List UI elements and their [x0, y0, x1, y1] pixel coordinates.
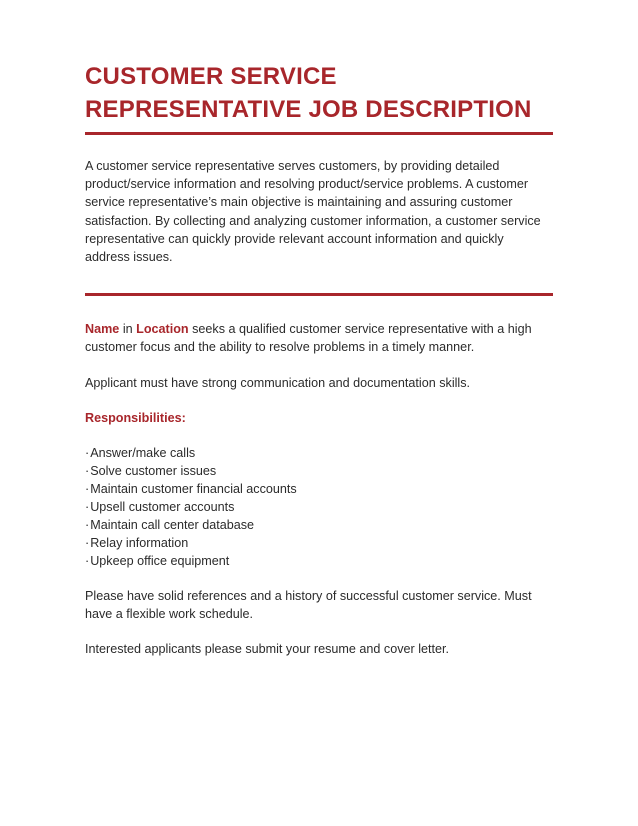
title-line-2: REPRESENTATIVE JOB DESCRIPTION	[85, 96, 532, 123]
location-placeholder: Location	[136, 322, 189, 337]
posting-text: seeks a qualified customer service representative with a high customer focus and the ability to resolve problems in a timely manner.	[85, 322, 532, 355]
title-divider	[85, 132, 553, 135]
list-item: ·Relay information	[85, 536, 189, 551]
section-divider	[85, 293, 553, 296]
responsibilities-list	[85, 444, 547, 570]
list-item: ·Maintain customer financial accounts	[85, 482, 297, 497]
bullet: ·	[85, 536, 90, 551]
job-posting	[85, 320, 547, 658]
title-line-1: CUSTOMER SERVICE	[85, 63, 337, 90]
page-title	[85, 60, 555, 126]
list-item: ·Upsell customer accounts	[85, 500, 235, 515]
list-item: ·Solve customer issues	[85, 464, 217, 479]
bullet: ·	[85, 518, 90, 533]
bullet: ·	[85, 464, 90, 479]
list-item: ·Maintain call center database	[85, 518, 255, 533]
skills-paragraph: Applicant must have strong communication and documentation skills.	[85, 375, 471, 390]
closing-paragraph: Interested applicants please submit your resume and cover letter.	[85, 642, 450, 657]
posting-paragraph	[85, 320, 547, 356]
company-name-placeholder: Name	[85, 322, 120, 337]
intro-paragraph: A customer service representative serves customers, by providing detailed product/service information and resolving product/service problems. A customer service representative’s main objective is maintaining and assuring customer satisfaction. By collecting and analyzing customer information, a customer service representative can quickly provide relevant account information and quickly address issues.	[85, 159, 541, 265]
bullet: ·	[85, 446, 90, 461]
responsibilities-heading: Responsibilities:	[85, 410, 186, 425]
references-paragraph: Please have solid references and a history of successful customer service. Must have a flexible work schedule.	[85, 589, 532, 622]
document-page	[85, 60, 555, 676]
bullet: ·	[85, 554, 90, 569]
bullet: ·	[85, 482, 90, 497]
in-word: in	[122, 322, 133, 337]
list-item: ·Upkeep office equipment	[85, 554, 230, 569]
list-item: ·Answer/make calls	[85, 446, 196, 461]
bullet: ·	[85, 500, 90, 515]
